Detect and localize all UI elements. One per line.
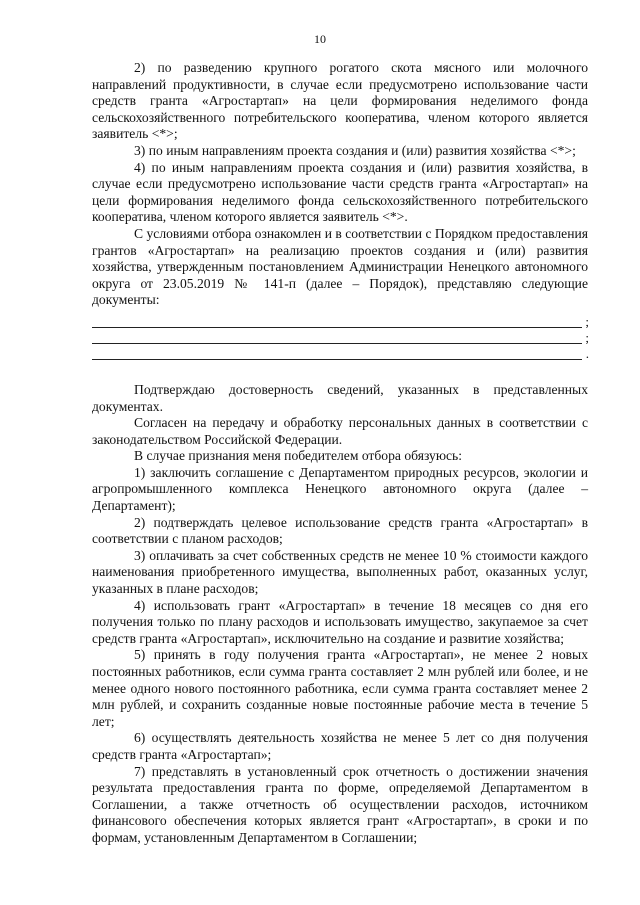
obligation-item-4: 4) использовать грант «Агростартап» в течение 18 месяцев со дня его получения только по плану расходов и использовать имущество, закупаемое за счет средств гранта «Агростартап», исключительно на создание и развитие хозяйства;: [92, 597, 588, 646]
obligation-item-5: 5) принять в году получения гранта «Агростартап», не менее 2 новых постоянных работников, если сумма гранта составляет 2 млн рублей или более, и не менее одного нового постоянного работника, если сумма гранта составляет менее 2 млн рублей, и сохранить созданные новые постоянные рабочие места в течение 5 лет;: [92, 647, 588, 729]
paragraph-obligations-intro: В случае признания меня победителем отбора обязуюсь:: [134, 448, 462, 464]
paragraph-conditions: С условиями отбора ознакомлен и в соответствии с Порядком предоставления грантов «Агростартап» на реализацию проектов создания и (или) развития хозяйства, утвержденным постановлением Администрации Ненецкого автономного округа от 23.05.2019 № 141-п (далее – Порядок), представляю следующие документы:: [92, 225, 588, 308]
blank-line: [92, 328, 589, 346]
page-number: 10: [314, 32, 326, 46]
obligation-item-7: 7) представлять в установленный срок отчетность о достижении значения результата предоставления гранта по форме, определяемой Департаментом в Соглашении, а также отчетность об осуществлении расходов, источником финансового обеспечения которых является грант «Агростартап», в сроки и по формам, установленным Департаментом в Соглашении;: [92, 763, 588, 845]
paragraph-item-2: 2) по разведению крупного рогатого скота мясного или молочного направлений продуктивности, в случае если предусмотрено использование части средств гранта «Агростартап» на цели формирования неделимого фонда сельскохозяйственного потребительского кооператива, членом которого является заявитель <*>;: [92, 60, 588, 142]
obligation-item-3: 3) оплачивать за счет собственных средств не менее 10 % стоимости каждого наименования приобретенного имущества, выполненных работ, оказанных услуг, указанных в плане расходов;: [92, 547, 588, 597]
line-ending: ;: [585, 330, 589, 346]
line-ending: .: [585, 346, 589, 362]
blank-line: [92, 344, 589, 362]
obligation-item-1: 1) заключить соглашение с Департаментом природных ресурсов, экологии и агропромышленного комплекса Ненецкого автономного округа (далее – Департамент);: [92, 464, 588, 514]
obligation-item-6: 6) осуществлять деятельность хозяйства не менее 5 лет со дня получения средств гранта «Агростартап»;: [92, 730, 588, 762]
line-ending: ;: [585, 314, 589, 330]
obligation-item-2: 2) подтверждать целевое использование средств гранта «Агростартап» в соответствии с планом расходов;: [92, 514, 588, 547]
documents-blank-lines: [92, 312, 588, 360]
document-body: [92, 60, 588, 847]
paragraph-item-4: 4) по иным направлениям проекта создания и (или) развития хозяйства, в случае если предусмотрено использование части средств гранта «Агростартап» на цели формирования неделимого фонда сельскохозяйственного потребительского кооператива, членом которого является заявитель <*>.: [92, 159, 588, 225]
blank-line: [92, 312, 589, 330]
paragraph-consent: Согласен на передачу и обработку персональных данных в соответствии с законодательством Российской Федерации.: [92, 415, 588, 447]
paragraph-confirm: Подтверждаю достоверность сведений, указанных в представленных документах.: [92, 381, 588, 414]
paragraph-item-3: 3) по иным направлениям проекта создания и (или) развития хозяйства <*>;: [134, 142, 576, 158]
